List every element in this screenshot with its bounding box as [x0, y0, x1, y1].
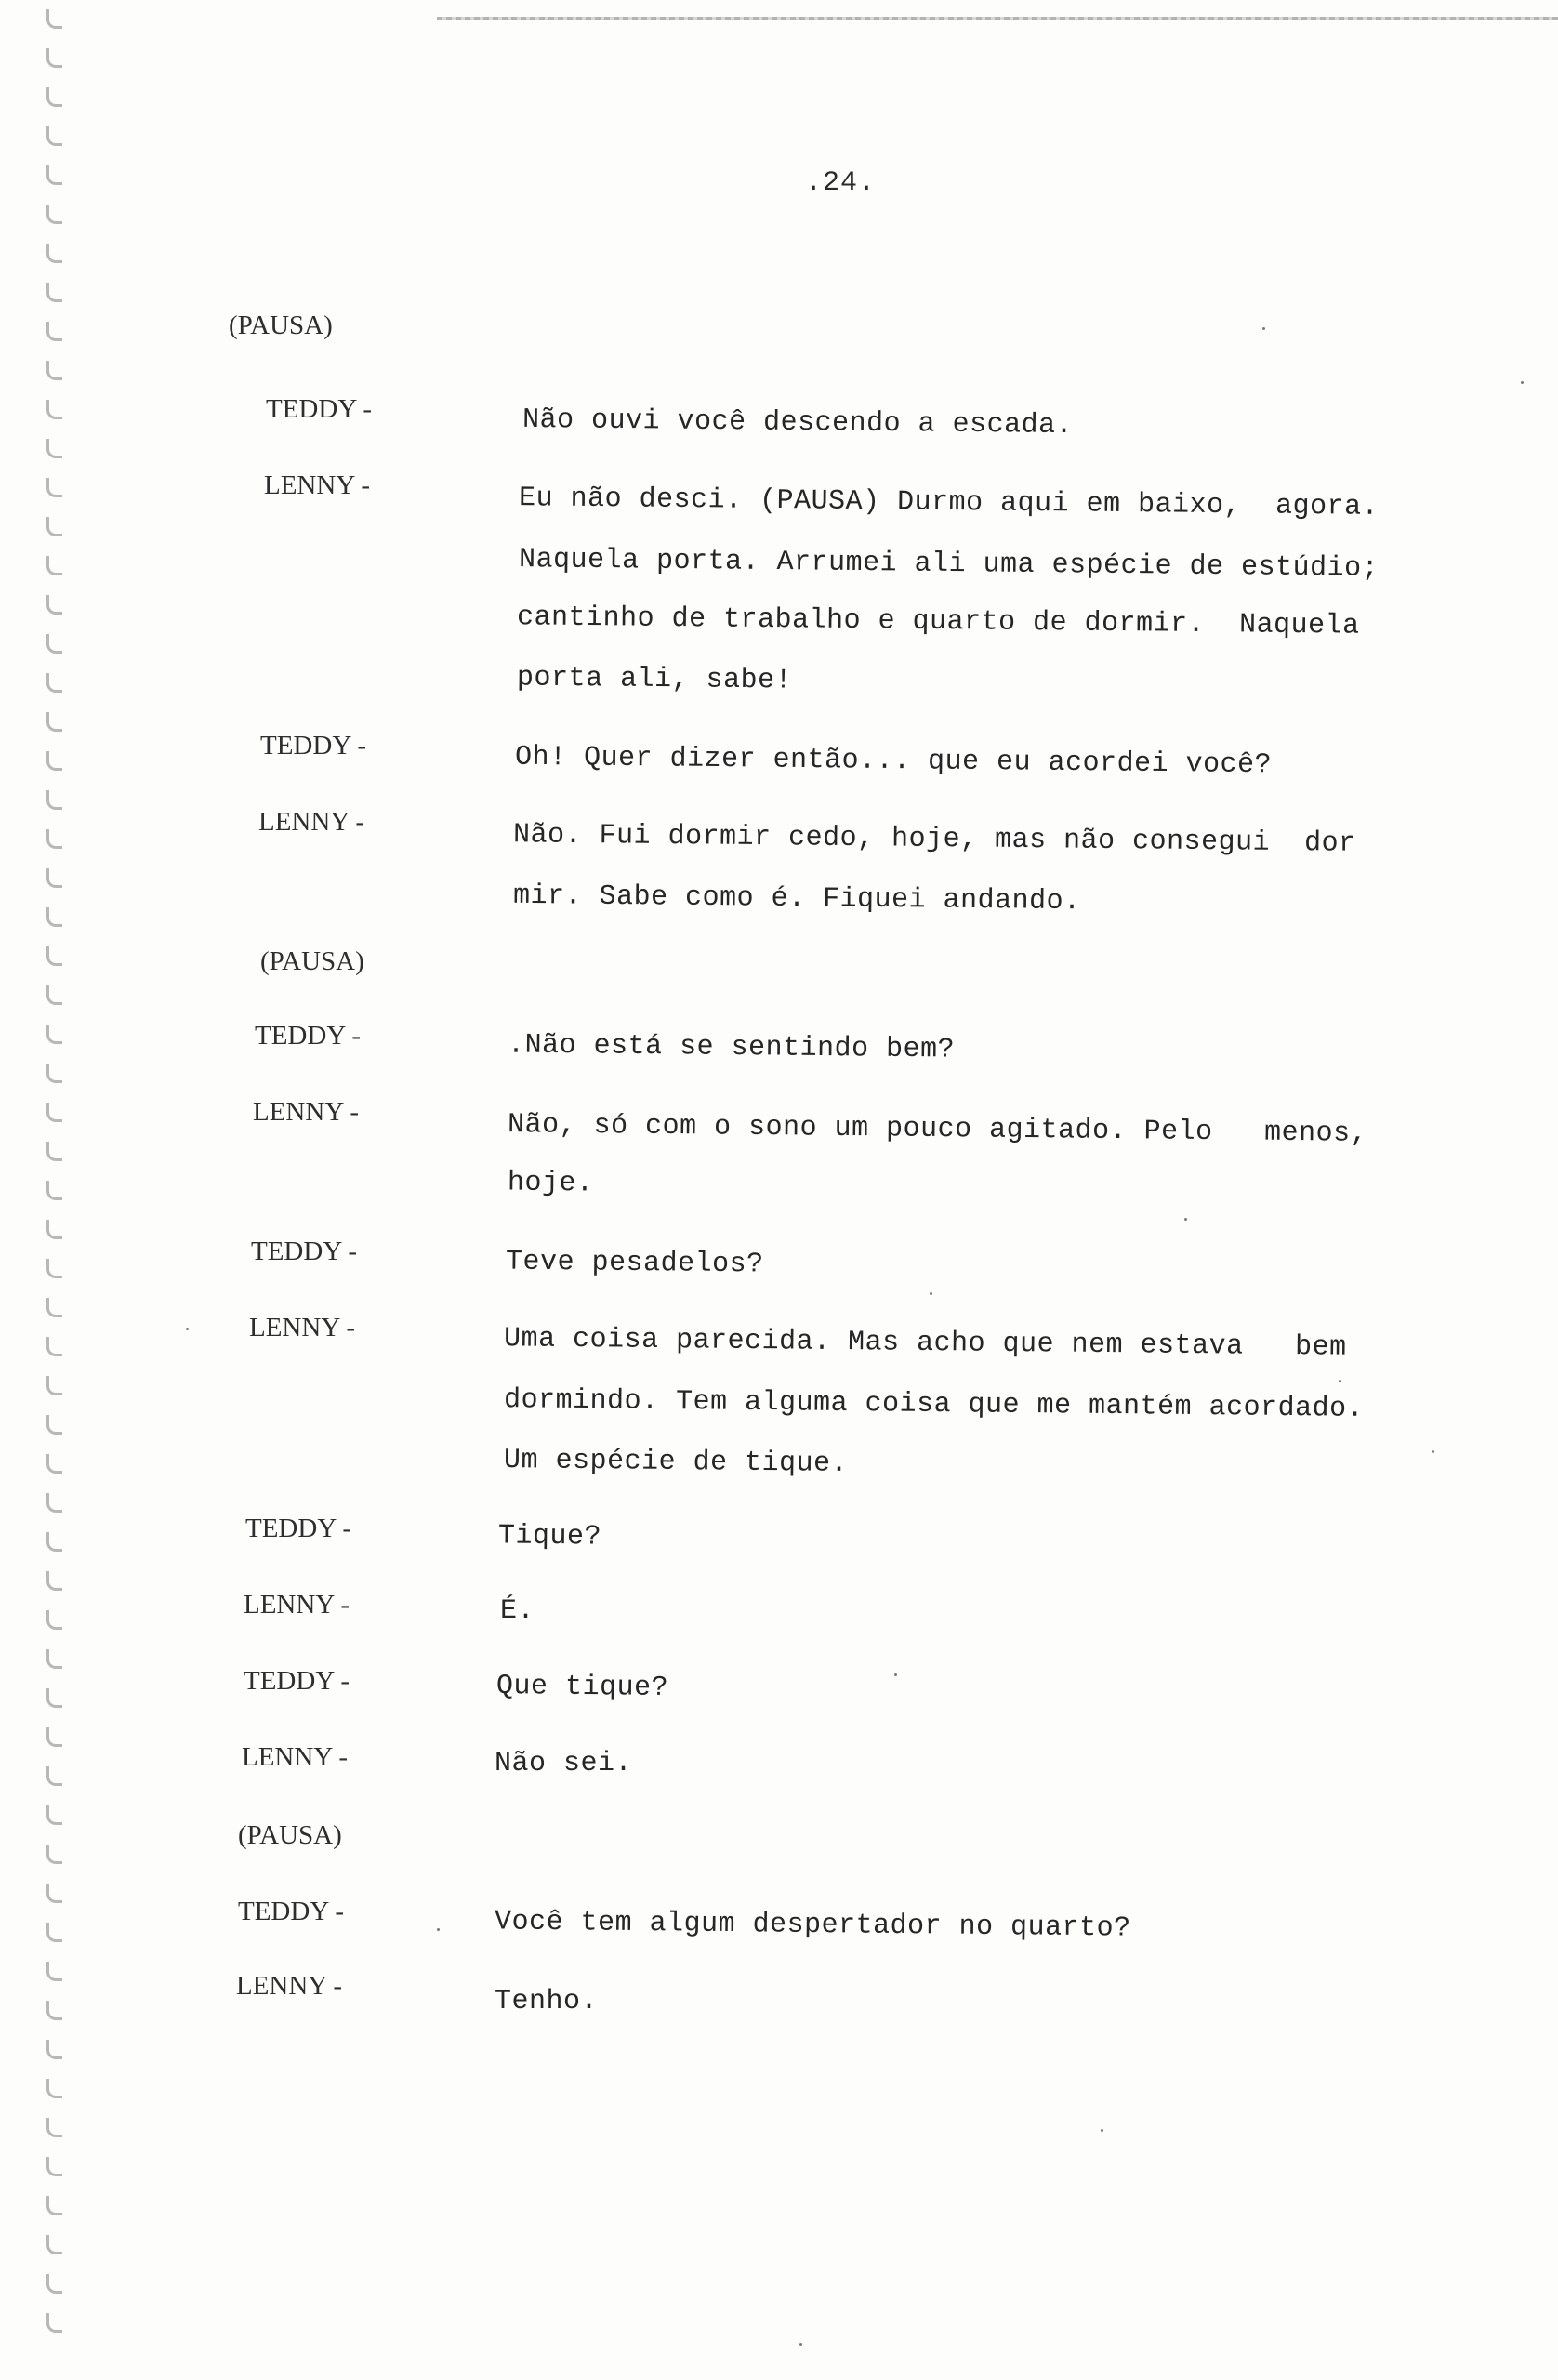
- stage-direction-pause: (PAUSA): [229, 311, 333, 340]
- binding-ring: [46, 1962, 62, 1981]
- binding-ring: [46, 1727, 62, 1747]
- binding-ring: [46, 1298, 62, 1317]
- binding-ring: [46, 1181, 62, 1200]
- binding-ring: [46, 985, 62, 1005]
- speaker-label: TEDDY -: [245, 1514, 352, 1543]
- binding-ring: [46, 205, 62, 224]
- speaker-label: TEDDY -: [260, 731, 367, 760]
- binding-ring: [46, 634, 62, 654]
- binding-ring: [46, 1259, 62, 1278]
- binding-ring: [46, 361, 62, 380]
- binding-ring: [46, 2157, 62, 2176]
- stage-direction-pause: (PAUSA): [238, 1820, 342, 1850]
- binding-ring: [46, 1688, 62, 1708]
- speaker-label: LENNY -: [264, 470, 371, 500]
- binding-ring: [46, 1571, 62, 1591]
- scan-speck: [186, 1328, 189, 1330]
- binding-ring: [46, 2001, 62, 2020]
- binding-ring: [46, 1649, 62, 1669]
- dialogue-line: cantinho de trabalho e quarto de dormir. Naquela: [516, 602, 1360, 642]
- scan-speck: [1339, 1380, 1341, 1382]
- scan-speck: [437, 1928, 440, 1931]
- speaker-label: TEDDY -: [266, 394, 373, 424]
- speaker-label: LENNY -: [244, 1590, 350, 1620]
- dialogue-line: mir. Sabe como é. Fiquei andando.: [512, 879, 1081, 919]
- binding-ring: [46, 751, 62, 771]
- speaker-label: TEDDY -: [238, 1897, 345, 1926]
- dialogue-line: Teve pesadelos?: [505, 1246, 764, 1281]
- dialogue-line: É.: [500, 1595, 535, 1627]
- scan-speck: [894, 1673, 897, 1676]
- stage-direction-pause: (PAUSA): [260, 946, 364, 976]
- binding-ring: [46, 907, 62, 927]
- binding-ring: [46, 2235, 62, 2254]
- scan-speck: [1432, 1450, 1434, 1453]
- dialogue-line: Um espécie de tique.: [503, 1445, 849, 1480]
- binding-ring: [46, 1884, 62, 1903]
- binding-ring: [46, 126, 62, 146]
- binding-ring: [46, 283, 62, 302]
- dialogue-line: Não, só com o sono um pouco agitado. Pelo menos,: [507, 1109, 1368, 1150]
- binding-ring: [46, 1923, 62, 1942]
- scan-speck: [1262, 327, 1265, 330]
- binding-ring: [46, 2079, 62, 2098]
- speaker-label: LENNY -: [253, 1097, 360, 1127]
- binding-ring: [46, 712, 62, 732]
- binding-ring: [46, 1142, 62, 1161]
- binding-ring: [46, 595, 62, 615]
- binding-ring: [46, 2040, 62, 2059]
- binding-ring: [46, 2118, 62, 2137]
- binding-ring: [46, 673, 62, 693]
- binding-ring: [46, 322, 62, 341]
- dialogue-line: porta ali, sabe!: [516, 662, 793, 697]
- dialogue-line: dormindo. Tem alguma coisa que me mantém acordado.: [503, 1384, 1365, 1425]
- binding-ring: [46, 165, 62, 185]
- speaker-label: LENNY -: [236, 1971, 343, 2001]
- binding-ring: [46, 478, 62, 497]
- binding-ring: [46, 1805, 62, 1825]
- binding-ring: [46, 1844, 62, 1864]
- binding-ring: [46, 1337, 62, 1356]
- binding-ring: [46, 1454, 62, 1474]
- scan-speck: [1184, 1218, 1187, 1221]
- binding-ring: [46, 868, 62, 888]
- scan-speck: [930, 1292, 932, 1295]
- binding-ring: [46, 790, 62, 810]
- speaker-label: LENNY -: [258, 807, 365, 837]
- binding-ring: [46, 1415, 62, 1435]
- dialogue-line: Não sei.: [495, 1748, 633, 1779]
- speaker-label: TEDDY -: [255, 1021, 362, 1051]
- dialogue-line: Que tique?: [495, 1671, 669, 1704]
- dialogue-line: Uma coisa parecida. Mas acho que nem estava bem: [503, 1323, 1347, 1364]
- page-number: .24.: [805, 167, 877, 199]
- dialogue-line: hoje.: [507, 1167, 594, 1200]
- binding-ring: [46, 1220, 62, 1239]
- binding-ring: [46, 517, 62, 536]
- dialogue-line: Naquela porta. Arrumei ali uma espécie de estúdio;: [518, 544, 1380, 585]
- binding-ring: [46, 1064, 62, 1083]
- dialogue-line: Tenho.: [495, 1986, 599, 2017]
- binding-ring: [46, 946, 62, 966]
- binding-ring: [46, 1376, 62, 1395]
- dialogue-line: Eu não desci. (PAUSA) Durmo aqui em baixo, agora.: [518, 483, 1380, 523]
- binding-ring: [46, 829, 62, 849]
- binding-ring: [46, 439, 62, 458]
- scan-speck: [1101, 2129, 1103, 2132]
- dialogue-line: .Não está se sentindo bem?: [507, 1029, 956, 1066]
- binding-ring: [46, 1532, 62, 1552]
- binding-ring: [46, 1493, 62, 1513]
- spiral-binding: [20, 9, 67, 2371]
- binding-ring: [46, 2274, 62, 2294]
- binding-ring: [46, 1610, 62, 1630]
- binding-ring: [46, 400, 62, 419]
- speaker-label: TEDDY -: [244, 1666, 350, 1696]
- speaker-label: LENNY -: [249, 1313, 356, 1342]
- binding-ring: [46, 1025, 62, 1044]
- binding-ring: [46, 556, 62, 575]
- speaker-label: TEDDY -: [251, 1236, 358, 1266]
- dialogue-line: Tique?: [497, 1520, 602, 1554]
- dialogue-line: Você tem algum despertador no quarto?: [494, 1906, 1131, 1945]
- binding-ring: [46, 1766, 62, 1786]
- page-top-edge: [437, 17, 1558, 20]
- binding-ring: [46, 48, 62, 68]
- binding-ring: [46, 9, 62, 29]
- dialogue-line: Oh! Quer dizer então... que eu acordei você?: [514, 741, 1273, 782]
- binding-ring: [46, 87, 62, 107]
- binding-ring: [46, 2313, 62, 2333]
- dialogue-line: Não. Fui dormir cedo, hoje, mas não consegui dor: [512, 819, 1356, 860]
- scan-speck: [799, 2343, 802, 2346]
- binding-ring: [46, 1103, 62, 1122]
- speaker-label: LENNY -: [242, 1742, 349, 1772]
- scan-speck: [1521, 381, 1524, 384]
- binding-ring: [46, 2196, 62, 2215]
- dialogue-line: Não ouvi você descendo a escada.: [522, 403, 1074, 443]
- binding-ring: [46, 244, 62, 263]
